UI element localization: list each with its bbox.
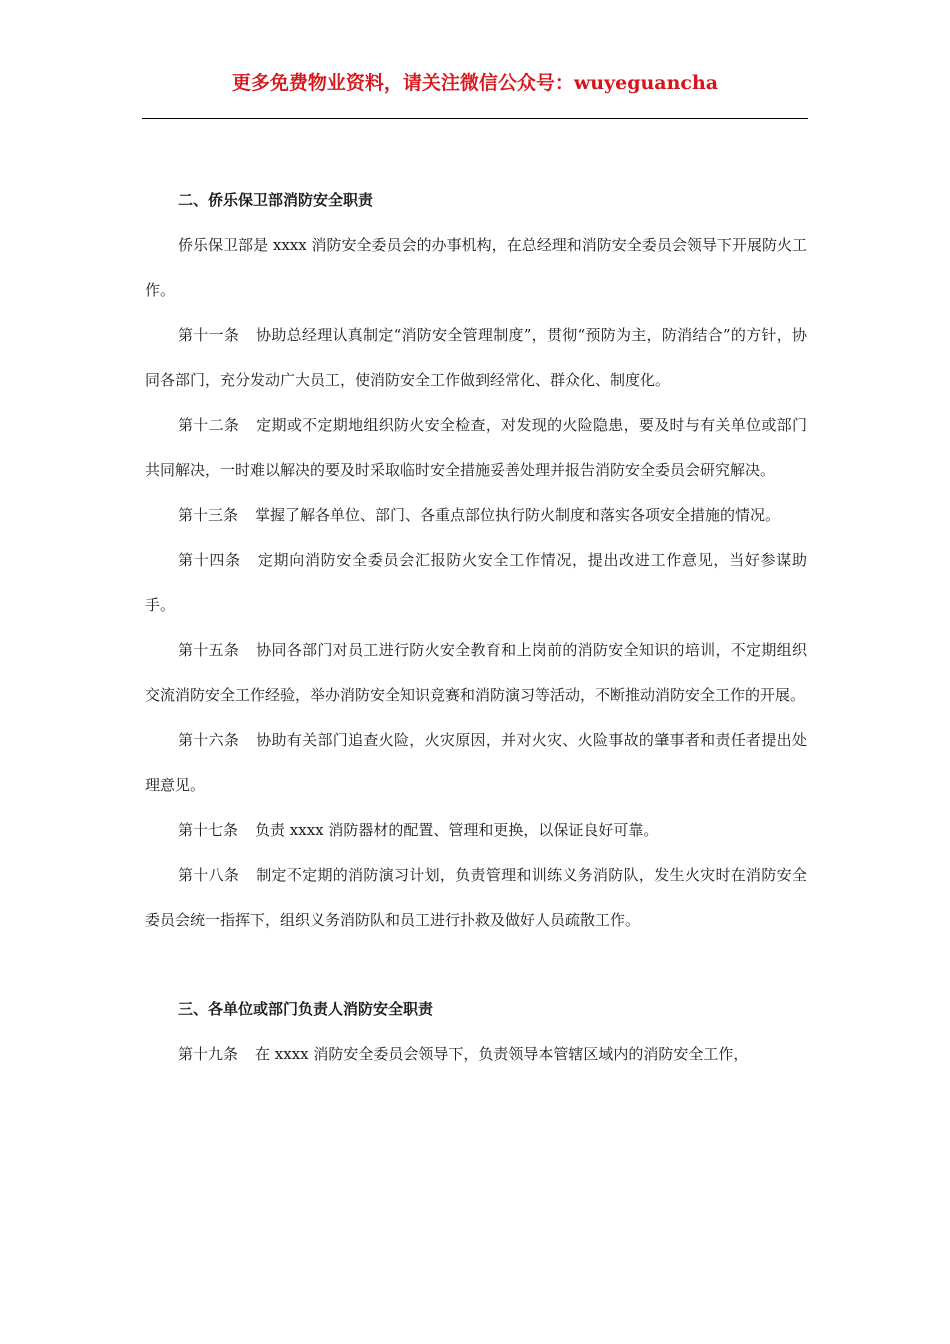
article-text: 负责 xxxx 消防器材的配置、管理和更换，以保证良好可靠。 xyxy=(255,821,659,839)
article-number: 第十二条 xyxy=(178,416,240,434)
article-number: 第十四条 xyxy=(178,551,241,569)
article-14 xyxy=(145,538,807,628)
article-number: 第十六条 xyxy=(178,731,240,749)
article-text: 协助有关部门追查火险，火灾原因，并对火灾、火险事故的肇事者和责任者提出处理意见。 xyxy=(145,731,807,794)
article-18 xyxy=(145,853,807,943)
article-19 xyxy=(145,1032,807,1077)
article-15 xyxy=(145,628,807,718)
article-13 xyxy=(145,493,807,538)
article-text: 掌握了解各单位、部门、各重点部位执行防火制度和落实各项安全措施的情况。 xyxy=(255,506,781,524)
header-banner: 更多免费物业资料，请关注微信公众号：wuyeguancha xyxy=(231,72,719,94)
header-divider xyxy=(142,118,808,119)
article-number: 第十九条 xyxy=(178,1045,239,1063)
article-11 xyxy=(145,313,807,403)
section-intro: 侨乐保卫部是 xxxx 消防安全委员会的办事机构，在总经理和消防安全委员会领导下开展防火工作。 xyxy=(145,236,807,299)
article-16 xyxy=(145,718,807,808)
article-number: 第十七条 xyxy=(178,821,239,839)
article-text: 制定不定期的消防演习计划，负责管理和训练义务消防队，发生火灾时在消防安全委员会统一指挥下，组织义务消防队和员工进行扑救及做好人员疏散工作。 xyxy=(145,866,807,929)
section-heading-2: 二、侨乐保卫部消防安全职责 xyxy=(178,191,374,209)
section-heading-3: 三、各单位或部门负责人消防安全职责 xyxy=(178,1000,434,1018)
article-number: 第十一条 xyxy=(178,326,240,344)
article-text: 定期向消防安全委员会汇报防火安全工作情况，提出改进工作意见，当好参谋助手。 xyxy=(145,551,807,614)
article-number: 第十五条 xyxy=(178,641,240,659)
article-12 xyxy=(145,403,807,493)
article-text: 协助总经理认真制定“消防安全管理制度”，贯彻“预防为主，防消结合”的方针，协同各部门，充分发动广大员工，使消防安全工作做到经常化、群众化、制度化。 xyxy=(145,326,807,389)
article-number: 第十三条 xyxy=(178,506,239,524)
article-17 xyxy=(145,808,807,853)
article-text: 在 xxxx 消防安全委员会领导下，负责领导本管辖区域内的消防安全工作， xyxy=(255,1045,749,1063)
article-text: 协同各部门对员工进行防火安全教育和上岗前的消防安全知识的培训，不定期组织交流消防安全工作经验，举办消防安全知识竞赛和消防演习等活动，不断推动消防安全工作的开展。 xyxy=(145,641,807,704)
document-body xyxy=(145,178,807,1077)
article-text: 定期或不定期地组织防火安全检查，对发现的火险隐患，要及时与有关单位或部门共同解决，一时难以解决的要及时采取临时安全措施妥善处理并报告消防安全委员会研究解决。 xyxy=(145,416,807,479)
article-number: 第十八条 xyxy=(178,866,240,884)
